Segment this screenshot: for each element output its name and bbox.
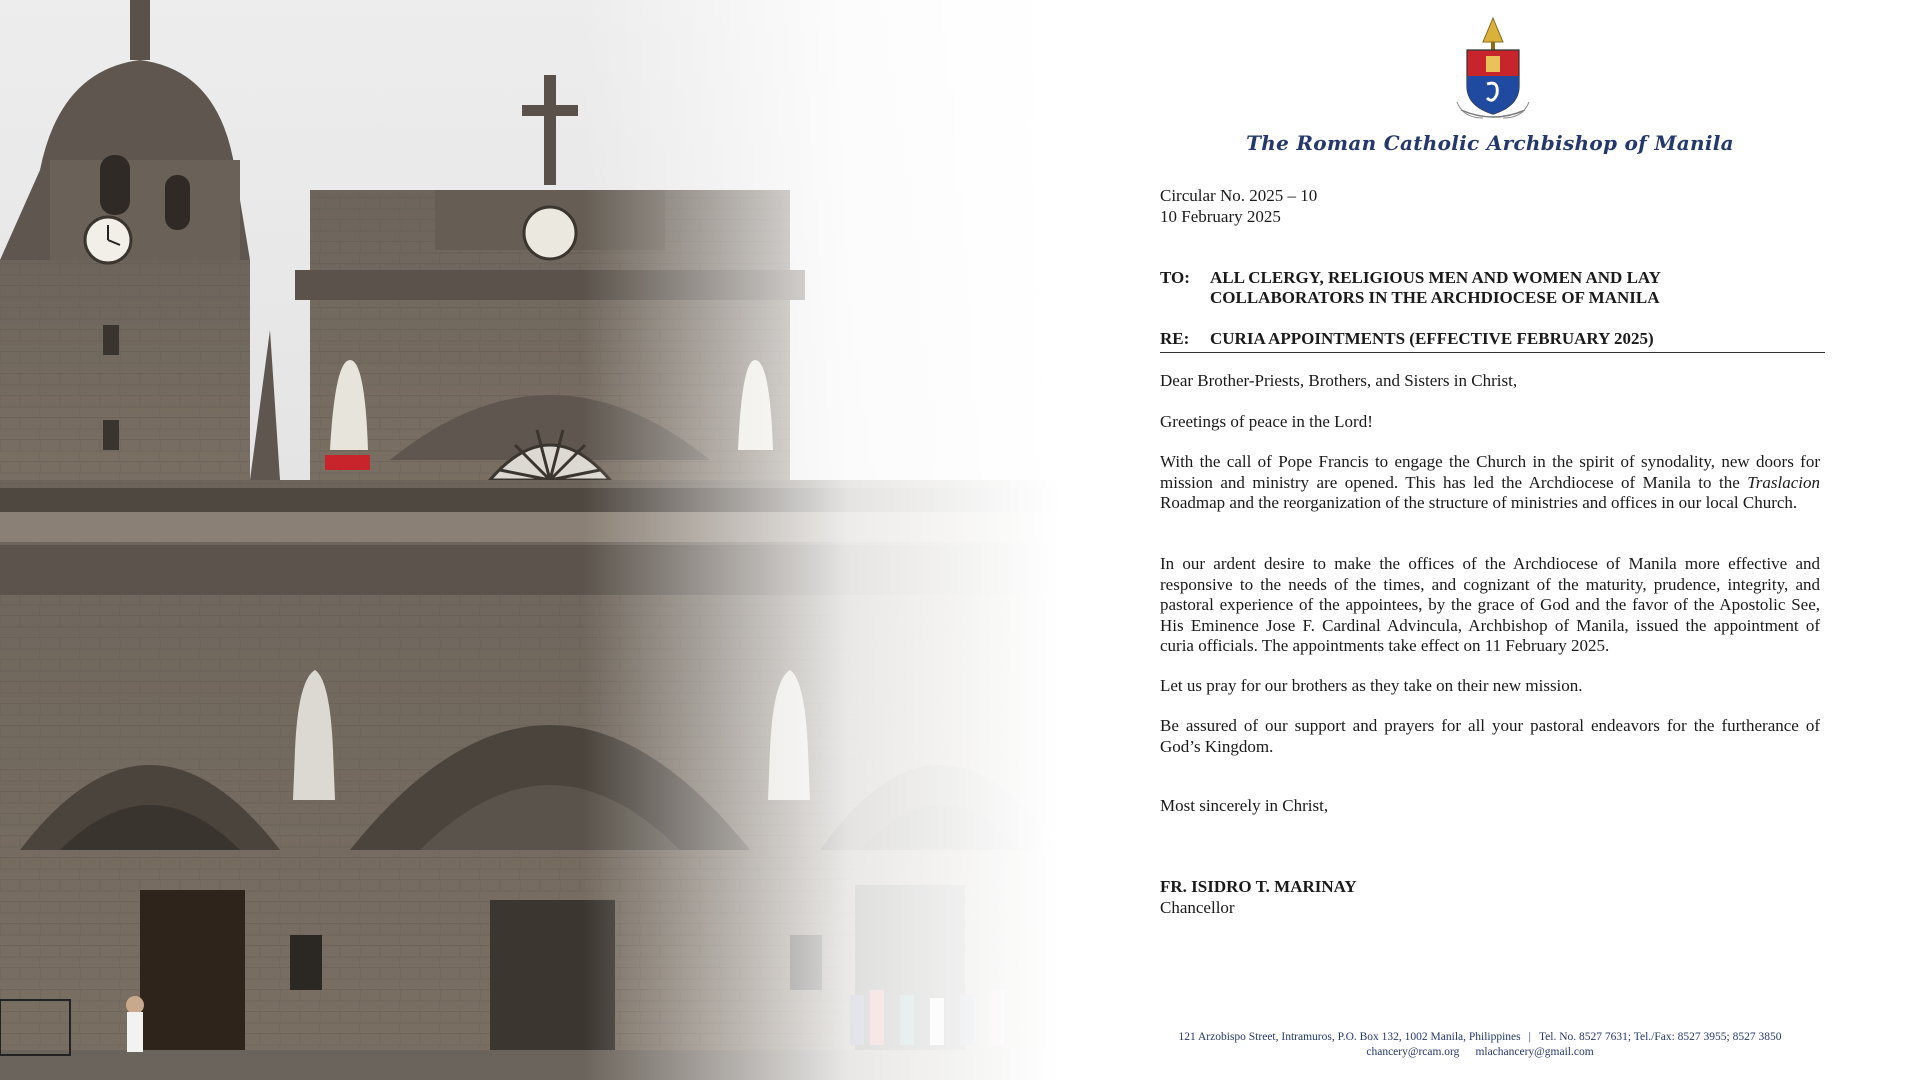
paragraph-2: In our ardent desire to make the offices of the Archdiocese of Manila more effective and responsive to the needs of the times, and cognizant of the maturity, prudence, integrity, and pastoral experience of the appointees, by the grace of God and the favor of the Apostolic See, His Eminence Jose F. Cardinal Advincula, Archbishop of Manila, issued the appointment of curia officials. The appointments take effect on 11 February 2025. xyxy=(1160,554,1820,655)
re-label: RE: xyxy=(1160,329,1190,348)
footer-address: 121 Arzobispo Street, Intramuros, P.O. Box 132, 1002 Manila, Philippines xyxy=(1178,1031,1521,1043)
paragraph-4: Be assured of our support and prayers for all your pastoral endeavors for the furtherance of God’s Kingdom. xyxy=(1160,716,1820,756)
subject-divider xyxy=(1160,352,1825,353)
footer-email-2[interactable]: mlachancery@gmail.com xyxy=(1475,1046,1594,1058)
paragraph-1-italic: Traslacion xyxy=(1747,472,1820,492)
paragraph-1-text-b: Roadmap and the reorganization of the structure of ministries and offices in our local Church. xyxy=(1160,493,1798,512)
to-line-2: COLLABORATORS IN THE ARCHDIOCESE OF MANILA xyxy=(1210,288,1660,307)
letterhead-footer xyxy=(1120,1030,1840,1060)
paragraph-1 xyxy=(1160,452,1820,514)
paragraph-3: Let us pray for our brothers as they take on their new mission. xyxy=(1160,676,1583,695)
footer-line-1 xyxy=(1120,1030,1840,1045)
signatory-name: FR. ISIDRO T. MARINAY xyxy=(1160,877,1357,896)
footer-email-1[interactable]: chancery@rcam.org xyxy=(1366,1046,1460,1058)
circular-date: 10 February 2025 xyxy=(1160,207,1281,226)
closing: Most sincerely in Christ, xyxy=(1160,796,1329,815)
circular-letter xyxy=(1160,0,1820,1080)
paragraph-1-text-a: With the call of Pope Francis to engage the Church in the spirit of synodality, new doors for mission and ministry are opened. This has led the Archdiocese of Manila to the xyxy=(1160,452,1820,492)
circular-number: Circular No. 2025 – 10 xyxy=(1160,186,1318,205)
footer-line-2 xyxy=(1120,1045,1840,1060)
archdiocese-coat-of-arms-icon xyxy=(1453,14,1533,124)
to-label: TO: xyxy=(1160,268,1190,287)
greeting: Greetings of peace in the Lord! xyxy=(1160,412,1373,431)
to-line-1: ALL CLERGY, RELIGIOUS MEN AND WOMEN AND LAY xyxy=(1210,268,1661,287)
letterhead-title: The Roman Catholic Archbishop of Manila xyxy=(1246,131,1734,155)
signatory-title: Chancellor xyxy=(1160,898,1235,917)
re-subject: CURIA APPOINTMENTS (EFFECTIVE FEBRUARY 2025) xyxy=(1210,329,1654,348)
footer-phone: Tel. No. 8527 7631; Tel./Fax: 8527 3955; 8527 3850 xyxy=(1538,1031,1782,1043)
footer-separator: | xyxy=(1528,1031,1531,1043)
salutation: Dear Brother-Priests, Brothers, and Sisters in Christ, xyxy=(1160,371,1518,390)
